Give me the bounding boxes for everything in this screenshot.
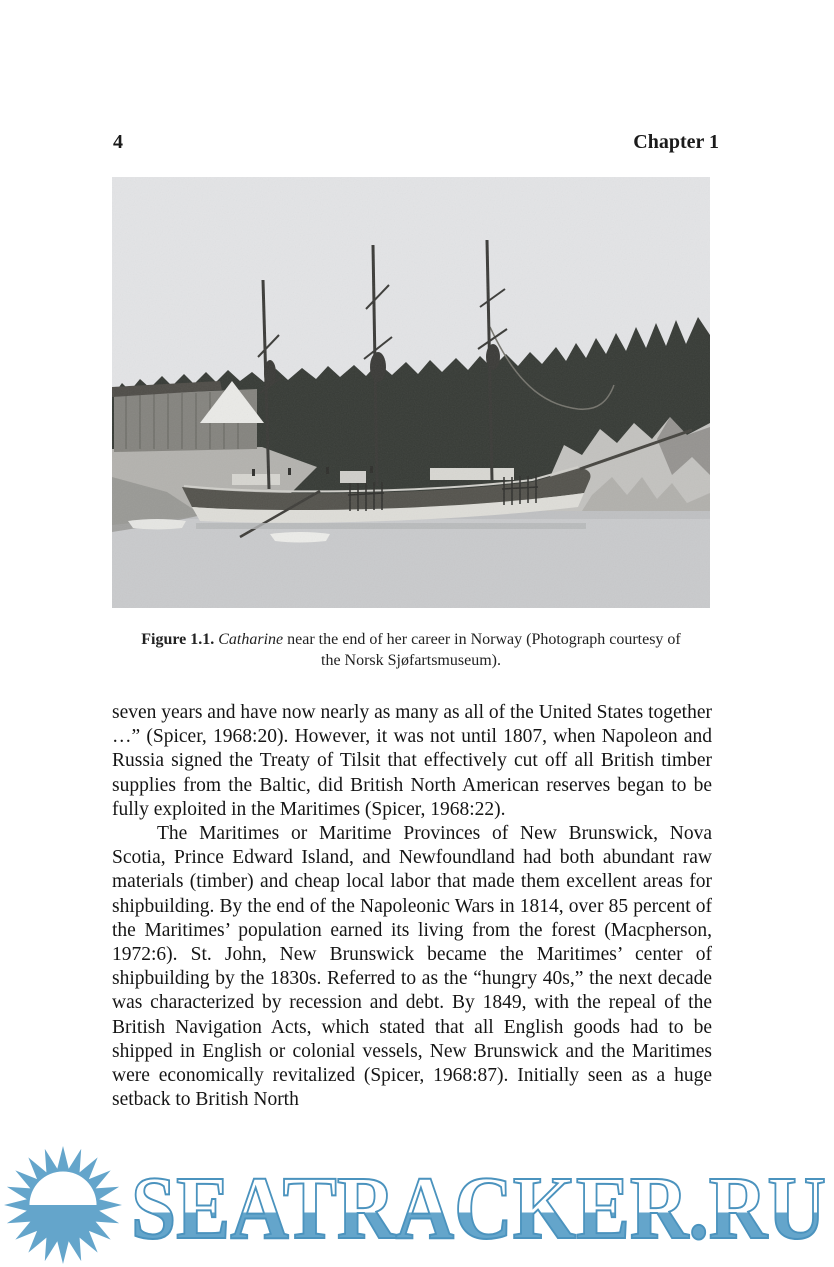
figure-caption-text-line2: the Norsk Sjøfartsmuseum). [321, 652, 501, 669]
chapter-header: Chapter 1 [633, 131, 719, 153]
figure-caption-text: near the end of her career in Norway (Photograph courtesy of [287, 631, 681, 648]
watermark-text: SEATRACKER.RU [131, 1159, 826, 1258]
paragraph-2: The Maritimes or Maritime Provinces of New Brunswick, Nova Scotia, Prince Edward Island, and Newfoundland had both abundant raw materials (timber) and cheap local labor that made them excellent areas for shipbuilding. By the end of the Napoleonic Wars in 1814, over 85 percent of the Maritimes’ population earned its living from the forest (Macpherson, 1972:6). St. John, New Brunswick became the Maritimes’ center of shipbuilding by the 1830s. Referred to as the “hungry 40s,” the next decade was characterized by recession and debt. By 1849, with the repeal of the British Navigation Acts, which stated that all English goods had to be shipped in English or colonial vessels, New Brunswick and the Maritimes were economically revitalized (Spicer, 1968:87). Initially seen as a huge setback to British North [112, 823, 712, 1111]
figure-caption-label: Figure 1.1. [141, 631, 215, 648]
figure-caption [112, 629, 710, 671]
sun-icon [2, 1144, 124, 1266]
page-number: 4 [113, 131, 123, 153]
ship-photo-illustration [112, 177, 710, 608]
photo-grain [112, 177, 710, 608]
body-text [112, 701, 712, 1112]
figure-caption-ship-name: Catharine [218, 631, 284, 648]
running-head [113, 131, 719, 154]
ship-photograph [112, 177, 710, 608]
seatracker-watermark [131, 1158, 831, 1262]
paragraph-1: seven years and have now nearly as many as all of the United States together …” (Spicer, 1968:20). However, it was not until 1807, when Napoleon and Russia signed the Treaty of Tilsit that effectively cut off all British timber supplies from the Baltic, did British North American reserves began to be fully exploited in the Maritimes (Spicer, 1968:22). [112, 702, 712, 820]
